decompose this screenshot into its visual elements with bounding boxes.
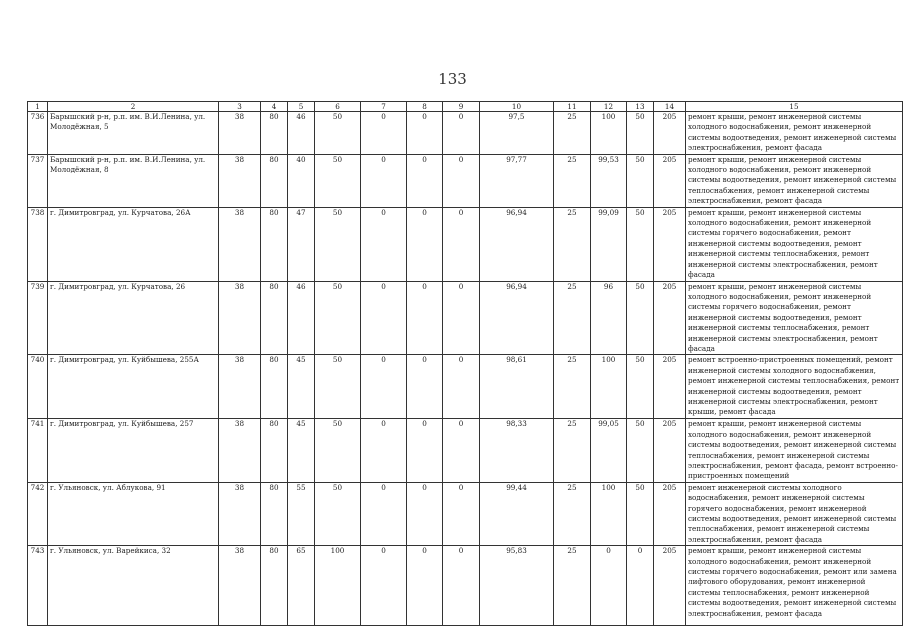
value-cell: 25	[554, 207, 591, 281]
value-cell: 38	[219, 419, 261, 482]
value-cell: 46	[288, 112, 315, 155]
column-number-14: 14	[654, 102, 686, 112]
table-row	[28, 482, 903, 545]
row-number-cell: 739	[28, 281, 48, 355]
address-cell: г. Димитровград, ул. Куйбышева, 257	[48, 419, 219, 482]
address-cell: г. Димитровград, ул. Курчатова, 26	[48, 281, 219, 355]
value-cell: 50	[315, 281, 361, 355]
value-cell: 80	[261, 419, 288, 482]
repair-register-table	[27, 101, 903, 626]
value-cell: 38	[219, 482, 261, 545]
table-row	[28, 546, 903, 626]
value-cell: 80	[261, 482, 288, 545]
value-cell: 0	[627, 546, 654, 626]
value-cell: 205	[654, 154, 686, 207]
value-cell: 50	[627, 281, 654, 355]
value-cell: 80	[261, 112, 288, 155]
value-cell: 0	[361, 207, 407, 281]
value-cell: 38	[219, 281, 261, 355]
value-cell: 80	[261, 355, 288, 419]
works-cell: ремонт крыши, ремонт инженерной системы холодного водоснабжения, ремонт инженерной системы водоотведения, ремонт инженерной системы электроснабжения, ремонт фасада	[686, 112, 903, 155]
value-cell: 0	[443, 419, 480, 482]
value-cell: 55	[288, 482, 315, 545]
value-cell: 0	[361, 546, 407, 626]
value-cell: 80	[261, 281, 288, 355]
value-cell: 97,77	[480, 154, 554, 207]
value-cell: 38	[219, 546, 261, 626]
value-cell: 50	[315, 154, 361, 207]
value-cell: 99,44	[480, 482, 554, 545]
value-cell: 45	[288, 419, 315, 482]
value-cell: 100	[591, 482, 627, 545]
column-number-row	[28, 102, 903, 112]
value-cell: 96,94	[480, 207, 554, 281]
column-number-1: 1	[28, 102, 48, 112]
value-cell: 96,94	[480, 281, 554, 355]
table-row	[28, 112, 903, 155]
value-cell: 25	[554, 281, 591, 355]
value-cell: 0	[443, 112, 480, 155]
row-number-cell: 742	[28, 482, 48, 545]
row-number-cell: 738	[28, 207, 48, 281]
value-cell: 205	[654, 546, 686, 626]
value-cell: 98,33	[480, 419, 554, 482]
value-cell: 46	[288, 281, 315, 355]
value-cell: 0	[443, 355, 480, 419]
value-cell: 38	[219, 154, 261, 207]
value-cell: 0	[361, 281, 407, 355]
works-cell: ремонт встроенно-пристроенных помещений, ремонт инженерной системы холодного водоснабжения, ремонт инженерной системы теплоснабжения, ремонт инженерной системы водоотведения, ремонт инженерной системы электроснабжения, ремонт крыши, ремонт фасада	[686, 355, 903, 419]
value-cell: 0	[361, 482, 407, 545]
value-cell: 80	[261, 207, 288, 281]
value-cell: 25	[554, 112, 591, 155]
works-cell: ремонт крыши, ремонт инженерной системы холодного водоснабжения, ремонт инженерной системы водоотведения, ремонт инженерной системы теплоснабжения, ремонт инженерной системы электроснабжения, ремонт фасада, ремонт встроенно-пристроенных помещений	[686, 419, 903, 482]
value-cell: 50	[315, 112, 361, 155]
value-cell: 38	[219, 355, 261, 419]
value-cell: 100	[591, 355, 627, 419]
address-cell: Барышский р-н, р.п. им. В.И.Ленина, ул. Молодёжная, 8	[48, 154, 219, 207]
address-cell: г. Димитровград, ул. Курчатова, 26А	[48, 207, 219, 281]
value-cell: 0	[361, 154, 407, 207]
value-cell: 80	[261, 154, 288, 207]
column-number-15: 15	[686, 102, 903, 112]
value-cell: 0	[591, 546, 627, 626]
value-cell: 96	[591, 281, 627, 355]
value-cell: 65	[288, 546, 315, 626]
value-cell: 205	[654, 355, 686, 419]
value-cell: 50	[627, 112, 654, 155]
value-cell: 25	[554, 154, 591, 207]
value-cell: 205	[654, 482, 686, 545]
value-cell: 0	[407, 355, 443, 419]
value-cell: 45	[288, 355, 315, 419]
value-cell: 0	[443, 207, 480, 281]
address-cell: Барышский р-н, р.п. им. В.И.Ленина, ул. Молодёжная, 5	[48, 112, 219, 155]
value-cell: 205	[654, 419, 686, 482]
value-cell: 0	[443, 546, 480, 626]
value-cell: 38	[219, 207, 261, 281]
address-cell: г. Ульяновск, ул. Аблукова, 91	[48, 482, 219, 545]
column-number-4: 4	[261, 102, 288, 112]
value-cell: 99,53	[591, 154, 627, 207]
value-cell: 50	[627, 154, 654, 207]
column-number-2: 2	[48, 102, 219, 112]
value-cell: 0	[361, 355, 407, 419]
address-cell: г. Ульяновск, ул. Варейкиса, 32	[48, 546, 219, 626]
value-cell: 0	[407, 281, 443, 355]
value-cell: 205	[654, 112, 686, 155]
value-cell: 97,5	[480, 112, 554, 155]
value-cell: 40	[288, 154, 315, 207]
table-body	[28, 112, 903, 626]
value-cell: 0	[443, 154, 480, 207]
page-number: 133	[438, 70, 467, 88]
value-cell: 25	[554, 419, 591, 482]
value-cell: 50	[315, 419, 361, 482]
column-number-9: 9	[443, 102, 480, 112]
column-number-5: 5	[288, 102, 315, 112]
value-cell: 50	[627, 482, 654, 545]
value-cell: 0	[407, 112, 443, 155]
value-cell: 0	[407, 546, 443, 626]
table-row	[28, 281, 903, 355]
value-cell: 38	[219, 112, 261, 155]
column-number-3: 3	[219, 102, 261, 112]
value-cell: 50	[315, 482, 361, 545]
works-cell: ремонт крыши, ремонт инженерной системы холодного водоснабжения, ремонт инженерной системы водоотведения, ремонт инженерной системы теплоснабжения, ремонт инженерной системы электроснабжения, ремонт фасада	[686, 154, 903, 207]
column-number-8: 8	[407, 102, 443, 112]
row-number-cell: 737	[28, 154, 48, 207]
value-cell: 0	[407, 207, 443, 281]
row-number-cell: 736	[28, 112, 48, 155]
value-cell: 0	[361, 112, 407, 155]
value-cell: 100	[591, 112, 627, 155]
value-cell: 99,09	[591, 207, 627, 281]
value-cell: 0	[361, 419, 407, 482]
column-number-10: 10	[480, 102, 554, 112]
table-row	[28, 154, 903, 207]
value-cell: 50	[627, 355, 654, 419]
value-cell: 100	[315, 546, 361, 626]
column-number-7: 7	[361, 102, 407, 112]
column-number-13: 13	[627, 102, 654, 112]
value-cell: 0	[443, 281, 480, 355]
value-cell: 50	[627, 419, 654, 482]
value-cell: 0	[407, 482, 443, 545]
row-number-cell: 740	[28, 355, 48, 419]
value-cell: 95,83	[480, 546, 554, 626]
value-cell: 0	[443, 482, 480, 545]
table-row	[28, 419, 903, 482]
works-cell: ремонт инженерной системы холодного водоснабжения, ремонт инженерной системы горячего водоснабжения, ремонт инженерной системы водоотведения, ремонт инженерной системы теплоснабжения, ремонт инженерной системы электроснабжения, ремонт фасада	[686, 482, 903, 545]
value-cell: 50	[315, 207, 361, 281]
value-cell: 99,05	[591, 419, 627, 482]
value-cell: 47	[288, 207, 315, 281]
column-number-12: 12	[591, 102, 627, 112]
table-row	[28, 207, 903, 281]
value-cell: 25	[554, 482, 591, 545]
works-cell: ремонт крыши, ремонт инженерной системы холодного водоснабжения, ремонт инженерной системы горячего водоснабжения, ремонт или замена лифтового оборудования, ремонт инженерной системы теплоснабжения, ремонт инженерной системы водоотведения, ремонт инженерной системы электроснабжения, ремонт фасада	[686, 546, 903, 626]
value-cell: 0	[407, 419, 443, 482]
value-cell: 25	[554, 546, 591, 626]
value-cell: 50	[627, 207, 654, 281]
value-cell: 205	[654, 281, 686, 355]
column-number-6: 6	[315, 102, 361, 112]
row-number-cell: 743	[28, 546, 48, 626]
value-cell: 80	[261, 546, 288, 626]
value-cell: 205	[654, 207, 686, 281]
column-number-11: 11	[554, 102, 591, 112]
value-cell: 25	[554, 355, 591, 419]
table-row	[28, 355, 903, 419]
value-cell: 0	[407, 154, 443, 207]
address-cell: г. Димитровград, ул. Куйбышева, 255А	[48, 355, 219, 419]
works-cell: ремонт крыши, ремонт инженерной системы холодного водоснабжения, ремонт инженерной системы горячего водоснабжения, ремонт инженерной системы водоотведения, ремонт инженерной системы теплоснабжения, ремонт инженерной системы электроснабжения, ремонт фасада	[686, 207, 903, 281]
works-cell: ремонт крыши, ремонт инженерной системы холодного водоснабжения, ремонт инженерной системы горячего водоснабжения, ремонт инженерной системы водоотведения, ремонт инженерной системы теплоснабжения, ремонт инженерной системы электроснабжения, ремонт фасада	[686, 281, 903, 355]
value-cell: 98,61	[480, 355, 554, 419]
row-number-cell: 741	[28, 419, 48, 482]
value-cell: 50	[315, 355, 361, 419]
